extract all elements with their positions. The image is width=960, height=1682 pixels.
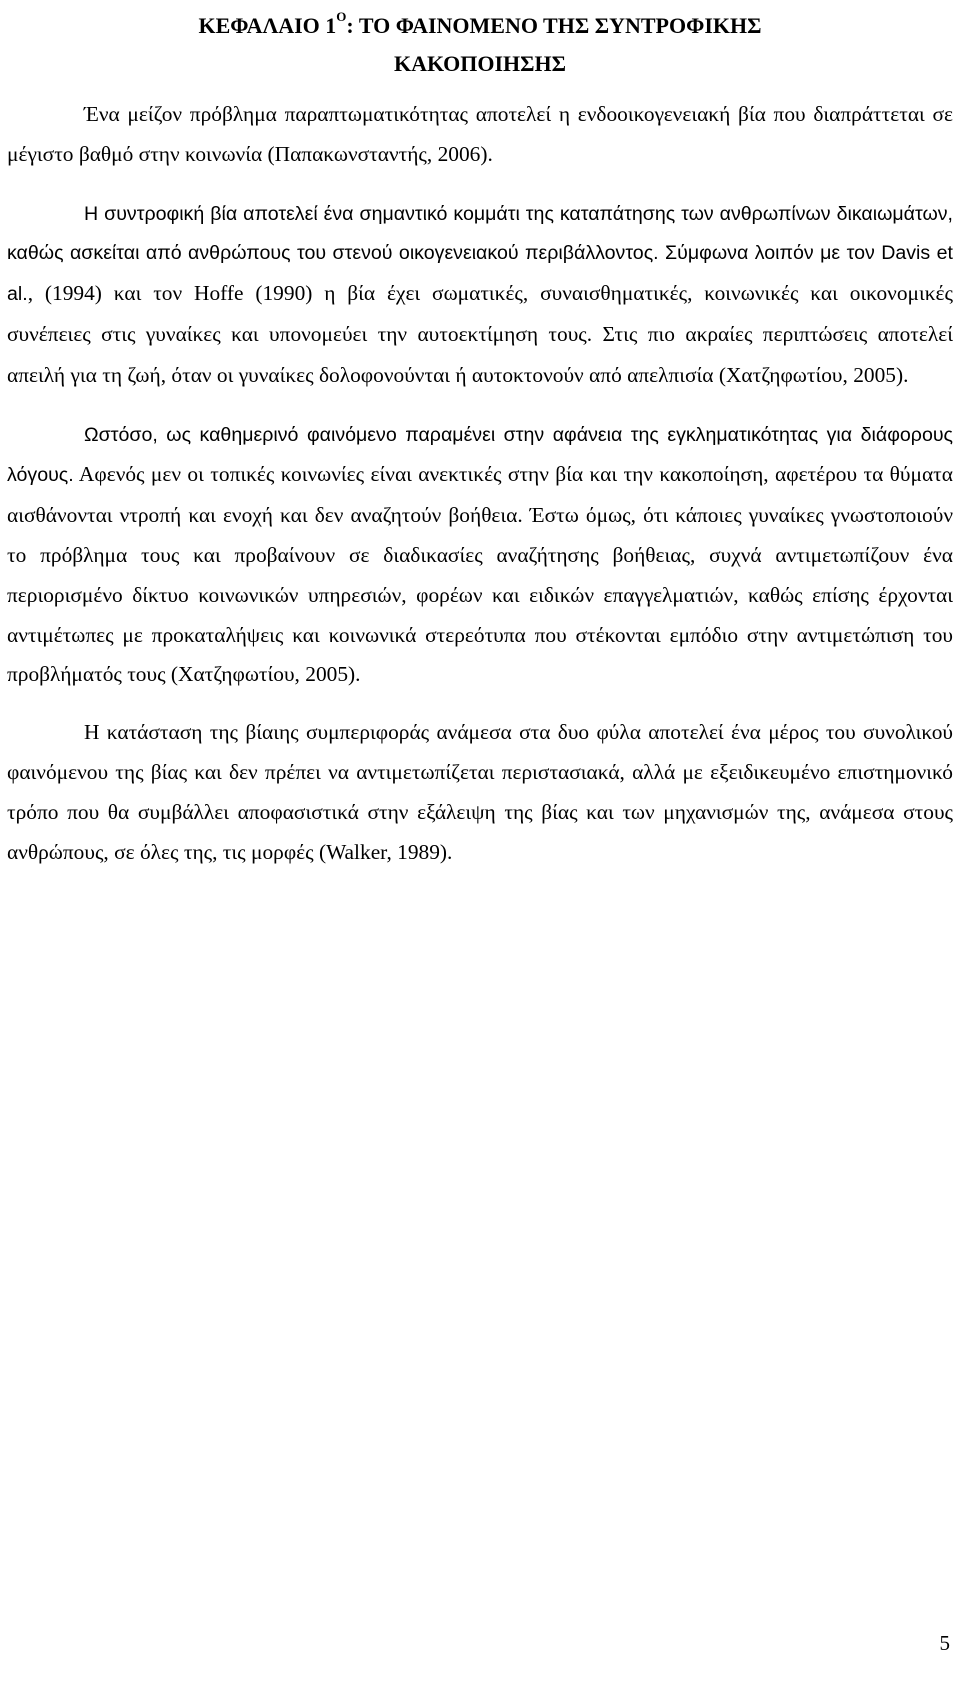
paragraph-2-serif-part: , (1994) και τον Hoffe (1990) η βία έχει σωματικές, συναισθηματικές, κοινωνικές και οικονομικές συνέπειες στις γυναίκες και υπονομεύει την αυτοεκτίμηση τους. Στις πιο ακραίες περιπτώσεις αποτελεί απειλή για τη ζωή, όταν οι γυναίκες δολοφονούνται ή αυτοκτονούν από απελπισία (Χατζηφωτίου, 2005). bbox=[7, 281, 953, 387]
document-page bbox=[7, 0, 953, 872]
page-number: 5 bbox=[939, 1631, 950, 1655]
chapter-prefix: ΚΕΦΑΛΑΙΟ 1 bbox=[198, 13, 337, 38]
chapter-superscript: Ο bbox=[336, 9, 347, 24]
chapter-title bbox=[7, 0, 953, 81]
paragraph-1: Ένα μείζον πρόβλημα παραπτωματικότητας αποτελεί η ενδοοικογενειακή βία που διαπράττεται σε μέγιστο βαθμό στην κοινωνία (Παπακωνσταντής, 2006). bbox=[7, 102, 953, 166]
paragraph-2 bbox=[7, 195, 953, 397]
paragraph-3 bbox=[7, 415, 953, 696]
paragraph-2-sans-part: Η συντροφική βία αποτελεί ένα σημαντικό κομμάτι της καταπάτησης των ανθρωπίνων δικαιωμάτων, καθώς ασκείται από ανθρώπους του στενού οικογενειακού περιβάλλοντος. Σύμφωνα λοιπόν με τον Davis et al. bbox=[7, 202, 953, 306]
paragraph-3-serif-part: Αφενός μεν οι τοπικές κοινωνίες είναι ανεκτικές στην βία και την κακοποίηση, αφετέρου τα θύματα αισθάνονται ντροπή και ενοχή και δεν αναζητούν βοήθεια. Έστω όμως, ότι κάποιες γυναίκες γνωστοποιούν το πρόβλημα τους και προβαίνουν σε διαδικασίες αναζήτησης βοήθειας, συχνά αντιμετωπίζουν ένα περιορισμένο δίκτυο κοινωνικών υπηρεσιών, φορέων και ειδικών επαγγελματιών, καθώς επίσης έρχονται αντιμέτωπες με προκαταλήψεις και κοινωνικά στερεότυπα που στέκονται εμπόδιο στην αντιμετώπιση του προβλήματός τους (Χατζηφωτίου, 2005). bbox=[7, 462, 953, 687]
chapter-title-line2: ΚΑΚΟΠΟΙΗΣΗΣ bbox=[393, 51, 567, 76]
chapter-title-line1: : ΤΟ ΦΑΙΝΟΜΕΝΟ ΤΗΣ ΣΥΝΤΡΟΦΙΚΗΣ bbox=[346, 13, 762, 38]
paragraph-4: Η κατάσταση της βίαιης συμπεριφοράς ανάμεσα στα δυο φύλα αποτελεί ένα μέρος του συνολικού φαινόμενου της βίας και δεν πρέπει να αντιμετωπίζεται περιστασιακά, αλλά με εξειδικευμένο επιστημονικό τρόπο που θα συμβάλλει αποφασιστικά στην εξάλειψη της βίας και των μηχανισμών της, ανάμεσα στους ανθρώπους, σε όλες της, τις μορφές (Walker, 1989). bbox=[7, 720, 953, 864]
paragraph-3-sans-part: Ωστόσο, ως καθημερινό φαινόμενο παραμένει στην αφάνεια της εγκληματικότητας για διάφορους λόγους. bbox=[7, 423, 953, 487]
